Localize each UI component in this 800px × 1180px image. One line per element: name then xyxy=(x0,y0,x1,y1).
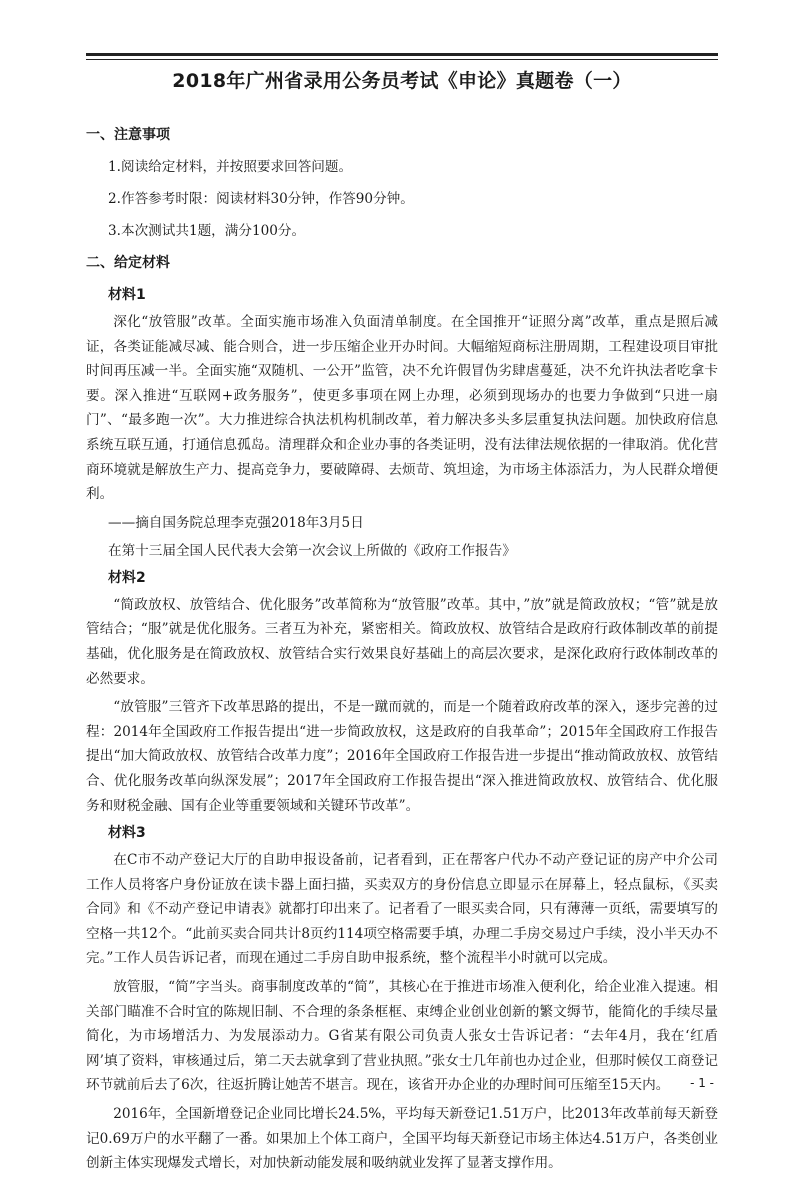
page-number: - 1 - xyxy=(690,1076,714,1090)
material-2-paragraph-1: “简政放权、放管结合、优化服务”改革简称为“放管服”改革。其中，”放”就是简政放权；“管”就是放管结合；“服”就是优化服务。三者互为补充，紧密相关。简政放权、放管结合是政府行政体制改革的前提基础，优化服务是在简政放权、放管结合实行效果良好基础上的高层次要求，是深化政府行政体制改革的必然要求。 xyxy=(86,596,718,687)
material-1-source-line-2: 在第十三届全国人民代表大会第一次会议上所做的《政府工作报告》 xyxy=(108,542,516,559)
material-3-paragraph-1: 在C市不动产登记大厅的自助申报设备前，记者看到，正在帮客户代办不动产登记证的房产中介公司工作人员将客户身份证放在读卡器上面扫描，买卖双方的身份信息立即显示在屏幕上，轻点鼠标，《买卖合同》和《不动产登记申请表》就都打印出来了。记者看了一眼买卖合同，只有薄薄一页纸，需要填写的空格一共12个。“此前买卖合同共计8页约114项空格需要手填，办理二手房交易过户手续，没小半天办不完。”工作人员告诉记者，而现在通过二手房自助申报系统，整个流程半小时就可以完成。 xyxy=(86,852,718,967)
section-heading-materials: 二、给定材料 xyxy=(86,255,170,271)
header-rule-thin xyxy=(86,59,718,60)
material-3-paragraph-2: 放管服，“简”字当头。商事制度改革的“简”，其核心在于推进市场准入便利化，给企业准入提速。相关部门瞄准不合时宜的陈规旧制、不合理的条条框框、束缚企业创业创新的繁文缛节，能简化的手续尽量简化，为市场增活力、为发展添动力。G省某有限公司负责人张女士告诉记者：“去年4月，我在‘红盾网’填了资料，审核通过后，第二天去就拿到了营业执照。”张女士几年前也办过企业，但那时候仅工商登记环节就前后去了6次，往返折腾让她苦不堪言。现在，该省开办企业的办理时间可压缩至15天内。 xyxy=(86,979,718,1094)
section-heading-notes: 一、注意事项 xyxy=(86,127,170,143)
instruction-item-3: 3.本次测试共1题，满分100分。 xyxy=(108,223,306,239)
document-title: 2018年广州省录用公务员考试《申论》真题卷（一） xyxy=(172,70,632,92)
instruction-item-1: 1.阅读给定材料，并按照要求回答问题。 xyxy=(108,159,353,175)
header-rule-thick xyxy=(86,53,718,56)
material-3-paragraph-3: 2016年，全国新增登记企业同比增长24.5%，平均每天新登记1.51万户，比2013年改革前每天新登记0.69万户的水平翻了一番。如果加上个体工商户，全国平均每天新登记市场主体达4.51万户，各类创业创新主体实现爆发式增长，对加快新动能发展和吸纳就业发挥了显著支撑作用。 xyxy=(86,1106,719,1172)
instruction-item-2: 2.作答参考时限：阅读材料30分钟，作答90分钟。 xyxy=(108,191,414,207)
document-body xyxy=(86,124,718,1180)
material-1-paragraph: 深化“放管服”改革。全面实施市场准入负面清单制度。在全国推开“证照分离”改革，重点是照后减证，各类证能减尽减、能合则合，进一步压缩企业开办时间。大幅缩短商标注册周期，工程建设项目审批时间再压减一半。全面实施“双随机、一公开”监管，决不允许假冒伪劣肆虐蔓延，决不允许执法者吃拿卡要。深入推进“互联网+政务服务”，使更多事项在网上办理，必须到现场办的也要力争做到“只进一扇门”、“最多跑一次”。大力推进综合执法机构机制改革，着力解决多头多层重复执法问题。加快政府信息系统互联互通，打通信息孤岛。清理群众和企业办事的各类证明，没有法律法规依据的一律取消。优化营商环境就是解放生产力、提高竞争力，要破障碍、去烦苛、筑坦途，为市场主体添活力，为人民群众增便利。 xyxy=(86,314,718,503)
material-3-heading: 材料3 xyxy=(108,825,146,842)
material-1-heading: 材料1 xyxy=(108,287,146,303)
material-1-source-line-1: ——摘自国务院总理李克强2018年3月5日 xyxy=(108,514,364,531)
material-2-paragraph-2: “放管服”三管齐下改革思路的提出，不是一蹴而就的，而是一个随着政府改革的深入，逐步完善的过程：2014年全国政府工作报告提出“进一步简政放权，这是政府的自我革命”；2015年全国政府工作报告提出“加大简政放权、放管结合改革力度”；2016年全国政府工作报告进一步提出“推动简政放权、放管结合、优化服务改革向纵深发展”；2017年全国政府工作报告提出“深入推进简政放权、放管结合、优化服务和财税金融、国有企业等重要领域和关键环节改革”。 xyxy=(86,699,718,814)
material-2-heading: 材料2 xyxy=(108,569,146,586)
